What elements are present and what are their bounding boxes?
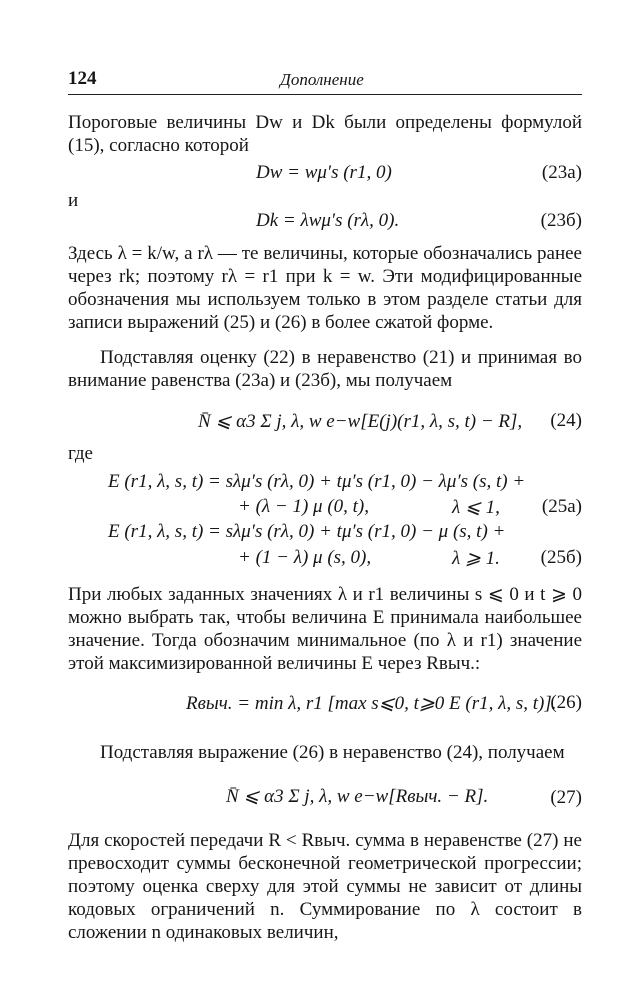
equation-27: N̄ ⩽ α3 Σ j, λ, w e−w[Rвыч. − R]. [226, 786, 489, 807]
header-rule [68, 94, 582, 95]
where-word: где [68, 443, 93, 464]
equation-24-number: (24) [550, 410, 582, 431]
equation-26-number: (26) [550, 692, 582, 713]
equation-26: Rвыч. = min λ, r1 [max s⩽0, t⩾0 E (r1, λ, s, t)]. [186, 693, 557, 714]
equation-25b-line2: + (1 − λ) μ (s, 0), [238, 547, 372, 568]
paragraph-6: Для скоростей передачи R < Rвыч. сумма в неравенстве (27) не превосходит суммы бесконечной геометрической прогрессии; поэтому оценка сверху для этой суммы не зависит от длины кодовых ограничений n. Суммирование по λ состоит в сложении n одинаковых величин, [68, 830, 582, 943]
equation-27-number: (27) [550, 787, 582, 808]
paragraph-5: Подставляя выражение (26) в неравенство (24), получаем [100, 742, 565, 763]
equation-25b-condition: λ ⩾ 1. [452, 548, 500, 569]
paragraph-4: При любых заданных значениях λ и r1 величины s ⩽ 0 и t ⩾ 0 можно выбрать так, чтобы величина E принимала наибольшее значение. Тогда обозначим минимальное (по λ и r1) значение этой максимизированной величины E через Rвыч.: [68, 584, 582, 674]
equation-23b-number: (23б) [540, 210, 582, 231]
and-word: и [68, 190, 79, 211]
equation-25a-line1: E (r1, λ, s, t) = sλμ′s (rλ, 0) + tμ′s (r1, 0) − λμ′s (s, t) + [108, 471, 526, 492]
equation-23b: Dk = λwμ′s (rλ, 0). [256, 210, 400, 231]
equation-23a-number: (23а) [541, 162, 582, 183]
paragraph-2: Здесь λ = k/w, а rλ — те величины, которые обозначались ранее через rk; поэтому rλ = r1 при k = w. Эти модифицированные обозначения мы используем только в этом разделе статьи для записи выражений (25) и (26) в более сжатой форме. [68, 243, 582, 333]
page-number: 124 [68, 68, 97, 89]
running-title: Дополнение [280, 70, 364, 89]
paragraph-1: Пороговые величины Dw и Dk были определены формулой (15), согласно которой [68, 112, 582, 156]
equation-25a-number: (25а) [541, 496, 582, 517]
equation-25b-number: (25б) [540, 547, 582, 568]
equation-25a-line2: + (λ − 1) μ (0, t), [238, 496, 369, 517]
equation-23a: Dw = wμ′s (r1, 0) [256, 162, 392, 183]
paragraph-3: Подставляя оценку (22) в неравенство (21) и принимая во внимание равенства (23а) и (23б), мы получаем [68, 347, 582, 391]
equation-25b-line1: E (r1, λ, s, t) = sλμ′s (rλ, 0) + tμ′s (r1, 0) − μ (s, t) + [108, 521, 506, 542]
equation-25a-condition: λ ⩽ 1, [452, 497, 500, 518]
equation-24: N̄ ⩽ α3 Σ j, λ, w e−w[E(j)(r1, λ, s, t) − R], [198, 411, 523, 432]
